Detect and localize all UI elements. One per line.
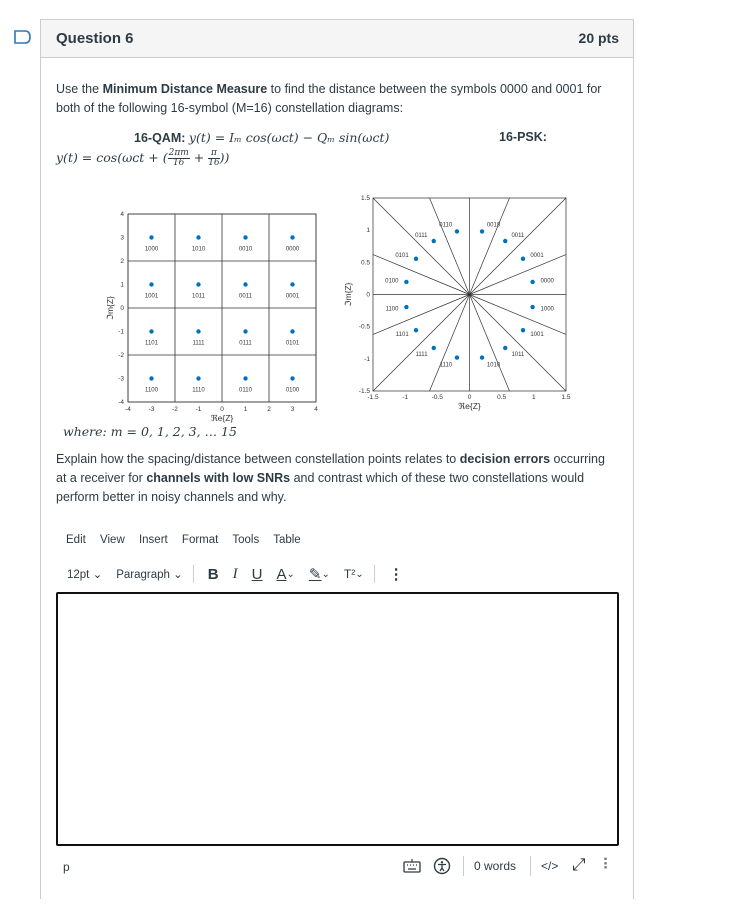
psk-y-tick-label: -0.5 <box>358 323 370 331</box>
chevron-down-icon: ⌄ <box>173 569 183 581</box>
qam-y-tick-label: 3 <box>120 234 124 242</box>
text-color-button[interactable]: A <box>276 565 287 583</box>
more-options-icon[interactable]: ⋮ <box>388 566 404 583</box>
fullscreen-icon[interactable]: ⤢ <box>572 855 586 874</box>
qam-point <box>290 329 294 333</box>
psk-point <box>455 229 459 233</box>
psk-y-tick-label: -1 <box>364 355 370 363</box>
qam-point-label: 0110 <box>239 387 252 394</box>
qam-y-tick-label: 2 <box>120 258 124 265</box>
editor-toolbar <box>67 564 404 584</box>
qam-point <box>196 235 200 239</box>
qam-y-tick-label: -1 <box>118 328 124 336</box>
qam-point-label: 1111 <box>192 340 205 347</box>
qam-point-label: 0101 <box>285 340 300 347</box>
psk-y-tick-label: -1.5 <box>358 388 370 395</box>
qam-point <box>290 235 294 239</box>
menu-table[interactable]: Table <box>273 534 301 546</box>
chevron-down-icon[interactable]: ⌄ <box>321 568 330 580</box>
qam-point <box>149 282 153 286</box>
menu-tools[interactable]: Tools <box>232 534 260 546</box>
chevron-down-icon: ⌄ <box>92 569 103 581</box>
qam-y-tick-label: 0 <box>120 305 124 312</box>
psk-x-axis-label: ℜe{Z} <box>458 401 481 411</box>
qam-point-label: 0010 <box>238 246 253 253</box>
psk-point <box>480 355 484 359</box>
menu-format[interactable]: Format <box>181 534 219 546</box>
qam-point-label: 0100 <box>285 387 300 394</box>
qam-point-label: 1101 <box>145 340 158 347</box>
where-clause: where: m = 0, 1, 2, 3, … 15 <box>63 424 237 439</box>
qam-x-tick-label: 3 <box>290 406 295 413</box>
qam-point-label: 0000 <box>285 246 300 253</box>
psk-x-tick-label: -1 <box>402 394 409 401</box>
psk-point <box>432 239 436 243</box>
qam-point-label: 1000 <box>144 246 159 253</box>
qam-point <box>149 376 153 380</box>
psk-point-label: 1011 <box>511 351 525 358</box>
qam-point-label: 1010 <box>191 246 206 253</box>
psk-point-label: 1000 <box>540 306 554 313</box>
element-path[interactable]: p <box>63 860 70 874</box>
psk-y-tick-label: 1.5 <box>360 195 370 202</box>
qam-x-tick-label: -2 <box>172 406 178 413</box>
flag-question-icon[interactable] <box>14 30 31 44</box>
psk-formula: y(t) = cos(ωᴄt + ( $\frac{2\pi m}{16}$ + $\frac{\pi}{16}$ )) <box>56 148 230 169</box>
question-header <box>41 20 633 58</box>
psk-point-label: 0001 <box>530 252 544 259</box>
psk-point <box>414 328 418 332</box>
qam-y-tick-label: 1 <box>120 281 124 289</box>
psk-x-tick-label: -1.5 <box>367 394 379 401</box>
italic-button[interactable]: I <box>232 565 238 582</box>
psk-point-label: 0011 <box>511 233 525 240</box>
psk-point-label: 1110 <box>439 362 453 369</box>
psk-x-tick-label: 0.5 <box>497 394 507 401</box>
psk-y-tick-label: 0.5 <box>360 259 370 267</box>
psk-point <box>530 280 534 284</box>
resize-handle-icon[interactable]: ⠇ <box>602 857 614 874</box>
psk-point <box>521 257 525 261</box>
psk-label: 16-PSK: <box>499 130 547 144</box>
question-intro: Use the Minimum Distance Measure to find the distance between the symbols 0000 and 0001 for both of the following 16-symbol (M=16) constellation diagrams: <box>56 82 602 115</box>
psk-point <box>503 239 507 243</box>
psk-x-tick-label: 0 <box>467 394 472 401</box>
menu-view[interactable]: View <box>100 534 125 546</box>
qam-point <box>290 282 294 286</box>
status-divider <box>530 856 531 876</box>
font-size-select[interactable]: 12pt ⌄ <box>67 569 103 581</box>
question-prompt: Explain how the spacing/distance between constellation points relates to decision errors occurring at a receiver for channels with low SNRs and contrast which of these two constellations would perform better in noisy channels and why. <box>56 452 605 504</box>
psk-point <box>455 355 459 359</box>
qam-x-tick-label: 1 <box>243 406 248 413</box>
qam-point <box>196 376 200 380</box>
status-divider <box>463 856 464 876</box>
keyboard-icon[interactable] <box>403 858 421 874</box>
psk-y-tick-label: 1 <box>366 227 370 235</box>
psk-y-tick-label: 0 <box>366 291 370 299</box>
qam-y-tick-label: -3 <box>118 375 124 383</box>
qam-point-label: 0111 <box>239 340 252 347</box>
bold-button[interactable]: B <box>207 565 219 583</box>
psk-x-tick-label: 1 <box>532 394 536 401</box>
qam-y-tick-label: 4 <box>120 211 124 218</box>
block-format-select[interactable]: Paragraph ⌄ <box>116 569 183 581</box>
psk-point-label: 0000 <box>540 278 554 285</box>
qam-y-axis-label: ℑm{Z} <box>105 296 115 320</box>
qam-constellation-chart <box>101 190 326 423</box>
highlight-color-button[interactable]: ✎ <box>308 566 322 583</box>
qam-y-tick-label: -4 <box>118 399 124 406</box>
qam-point <box>243 329 247 333</box>
psk-x-tick-label: 1.5 <box>561 394 571 401</box>
qam-point <box>196 329 200 333</box>
psk-constellation-chart <box>341 190 581 415</box>
psk-point <box>521 328 525 332</box>
qam-point <box>243 282 247 286</box>
qam-x-tick-label: 2 <box>267 406 271 413</box>
code-view-button[interactable]: </> <box>541 859 559 873</box>
psk-point <box>530 305 534 309</box>
qam-formula: 16-QAM: y(t) = Iₘ cos(ωᴄt) − Qₘ sin(ωᴄt) <box>134 130 390 145</box>
psk-point-label: 0111 <box>415 233 428 240</box>
toolbar-divider <box>193 565 194 583</box>
psk-point-label: 0010 <box>486 222 501 229</box>
psk-point <box>414 257 418 261</box>
editor-menubar <box>66 534 312 546</box>
question-points: 20 pts <box>578 30 619 46</box>
chevron-down-icon[interactable]: ⌄ <box>355 568 364 580</box>
qam-point-label: 1100 <box>145 387 158 394</box>
qam-point-label: 0011 <box>239 293 252 300</box>
qam-x-tick-label: 0 <box>220 406 224 413</box>
editor-statusbar <box>41 852 633 882</box>
rich-text-editor[interactable] <box>56 592 619 846</box>
qam-x-tick-label: -3 <box>148 406 155 413</box>
word-count[interactable]: 0 words <box>474 859 517 873</box>
menu-insert[interactable]: Insert <box>138 534 168 546</box>
qam-x-axis-label: ℜe{Z} <box>210 413 234 423</box>
question-card <box>40 19 634 899</box>
chevron-down-icon[interactable]: ⌄ <box>286 568 295 580</box>
psk-point <box>503 346 507 350</box>
question-title: Question 6 <box>56 30 134 47</box>
menu-edit[interactable]: Edit <box>66 534 86 546</box>
qam-point-label: 1011 <box>192 293 205 300</box>
qam-point <box>243 235 247 239</box>
accessibility-icon[interactable] <box>433 857 451 875</box>
qam-point <box>196 282 200 286</box>
psk-point <box>404 305 408 309</box>
qam-point-label: 1110 <box>192 387 205 394</box>
psk-x-tick-label: -0.5 <box>431 394 443 401</box>
qam-point-label: 0001 <box>285 293 300 300</box>
qam-y-tick-label: -2 <box>118 352 124 359</box>
psk-point <box>404 280 408 284</box>
psk-point <box>432 346 436 350</box>
underline-button[interactable]: U <box>251 565 263 583</box>
psk-point-label: 1010 <box>486 362 501 369</box>
psk-point-label: 1111 <box>415 351 428 358</box>
psk-y-axis-label: ℑm{Z} <box>343 282 353 307</box>
psk-point-label: 0110 <box>439 222 453 229</box>
psk-point-label: 1100 <box>385 306 399 313</box>
superscript-button[interactable]: T² <box>343 567 356 581</box>
qam-point <box>243 376 247 380</box>
toolbar-divider <box>374 565 375 583</box>
qam-point-label: 1001 <box>144 293 159 300</box>
psk-point-label: 0101 <box>395 252 409 259</box>
psk-point-label: 1101 <box>395 332 409 339</box>
qam-x-tick-label: 4 <box>314 406 318 413</box>
qam-x-tick-label: -4 <box>125 406 131 413</box>
psk-point-label: 0100 <box>385 278 399 285</box>
psk-point-label: 1001 <box>530 332 544 339</box>
qam-x-tick-label: -1 <box>195 406 202 413</box>
qam-point <box>290 376 294 380</box>
psk-point <box>480 229 484 233</box>
qam-point <box>149 235 153 239</box>
qam-point <box>149 329 153 333</box>
